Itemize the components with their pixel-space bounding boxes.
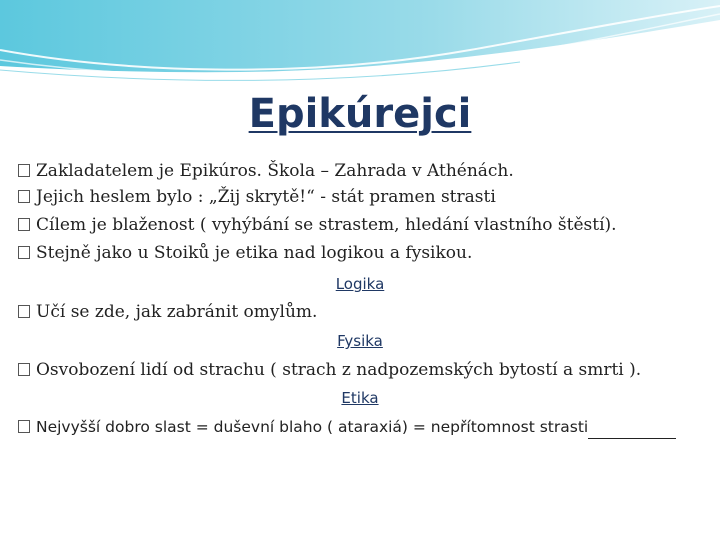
bullet-box-icon [18, 305, 30, 318]
blank-underline [588, 422, 676, 439]
bullet-box-icon [18, 363, 30, 376]
bullet-line-etika: Nejvyšší dobro slast = duševní blaho ( ataraxiá) = nepřítomnost strasti [18, 415, 676, 439]
bullet-line-logika: Učí se zde, jak zabránit omylům. [18, 300, 317, 324]
slide-title: Epikúrejci [248, 91, 472, 137]
section-heading-logika: Logika [335, 275, 385, 293]
bullet-line-1: Zakladatelem je Epikúros. Škola – Zahrada v Athénách. [18, 159, 514, 183]
bullet-box-icon [18, 164, 30, 177]
decorative-banner [0, 0, 720, 90]
bullet-box-icon [18, 420, 30, 433]
bullet-line-fysika: Osvobození lidí od strachu ( strach z nadpozemských bytostí a smrti ). [18, 358, 641, 382]
section-heading-etika: Etika [341, 389, 379, 407]
bullet-box-icon [18, 218, 30, 231]
bullet-box-icon [18, 190, 30, 203]
bullet-line-3: Cílem je blaženost ( vyhýbání se strastem, hledání vlastního štěstí). [18, 213, 617, 237]
bullet-box-icon [18, 246, 30, 259]
bullet-line-2: Jejich heslem bylo : „Žij skrytě!“ - stát pramen strasti [18, 185, 496, 209]
bullet-line-4: Stejně jako u Stoiků je etika nad logikou a fysikou. [18, 241, 472, 265]
section-heading-fysika: Fysika [337, 332, 383, 350]
